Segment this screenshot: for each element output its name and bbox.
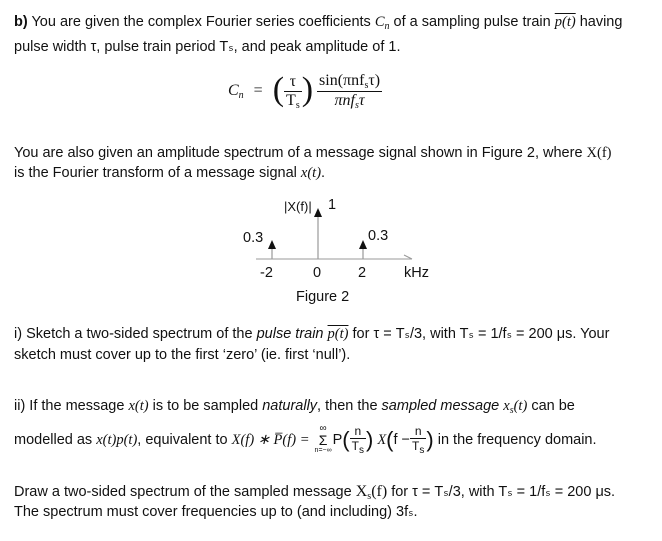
spectrum-intro-line1: You are also given an amplitude spectrum of a message signal shown in Figure 2, where X(f) [14, 145, 612, 161]
left-impulse-arrow [268, 240, 276, 249]
coef-symbol: $C_n$ [374, 14, 390, 32]
center-value: 1 [328, 197, 337, 213]
left-paren: ( [272, 70, 285, 108]
tick-pos: 2 [358, 265, 367, 281]
part-b-line2: pulse width τ, pulse train period Tₛ, and peak amplitude of 1. [14, 39, 401, 55]
figure-caption: Figure 2 [296, 289, 350, 305]
part-b-intro-b: of a sampling pulse train [393, 14, 551, 30]
formula-lhs: $C_n$ [228, 82, 244, 102]
center-impulse-arrow [314, 208, 322, 217]
pulse-function: p(t) [554, 14, 576, 30]
part-ii-line3: Draw a two-sided spectrum of the sampled message $X_s(f)$ for τ = Tₛ/3, with Tₛ = 1/fₛ = 200 μs. [14, 483, 616, 502]
right-paren: ) [301, 70, 314, 108]
tick-neg: -2 [260, 265, 273, 281]
sinc-fraction: $\frac{\sin(\pi nf_s\tau)}{\pi nf_s\tau}$ [319, 72, 381, 111]
part-b-intro-a: You are given the complex Fourier series coefficients [31, 14, 371, 30]
part-i-line2: sketch must cover up to the first ‘zero’ (ie. first ‘null’). [14, 347, 351, 363]
part-ii-line1: ii) If the message x(t) is to be sampled naturally, then the sampled message $x_s(t)$ can be [14, 398, 575, 416]
right-value: 0.3 [368, 228, 389, 244]
part-b-intro-c: having [579, 14, 623, 30]
part-i-line1: i) Sketch a two-sided spectrum of the pulse train p(t) for τ = Tₛ/3, with Tₛ = 1/fₛ = 200 μs. Your [14, 326, 610, 342]
formula-equals: = [253, 82, 263, 100]
spectrum-intro-line2: is the Fourier transform of a message signal x(t). [14, 165, 326, 181]
right-impulse-arrow [359, 240, 367, 249]
part-ii-line4: The spectrum must cover frequencies up to (and including) 3fₛ. [14, 504, 418, 520]
tau-over-ts: $\frac{\tau}{T_s}$ [286, 72, 300, 111]
summation: ∞ Σ n=−∞ [314, 423, 332, 454]
part-b-label: b) [14, 14, 28, 30]
part-ii-line2: modelled as x(t)p(t), equivalent to X(f) ∗ P̅(f) = ∞ Σ n=−∞ P( $\frac{n}{T_s}$ ) X(f − $\frac{n}{T_s}$ ) in the frequency domain. [14, 423, 597, 456]
figure-ylabel: |X(f)| [284, 199, 312, 214]
tick-zero: 0 [313, 265, 322, 281]
axis-arrow-tick [404, 255, 412, 259]
unit-label: kHz [404, 265, 429, 281]
left-value: 0.3 [243, 230, 264, 246]
